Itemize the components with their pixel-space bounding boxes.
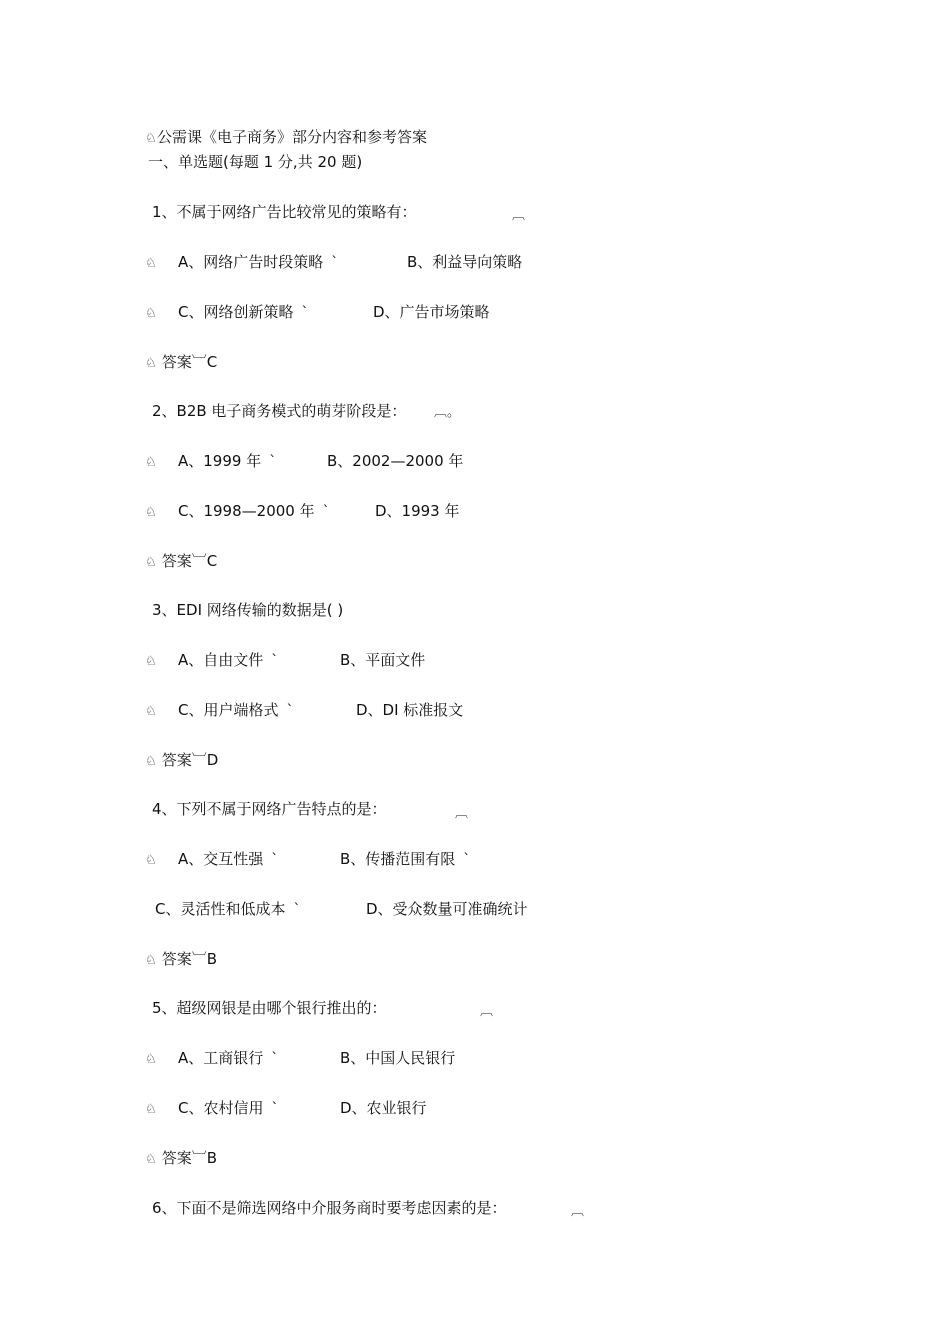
bullet-icon: ♘: [145, 131, 157, 146]
option-d: D、受众数量可准确统计: [366, 900, 528, 918]
option-row: [145, 1048, 157, 1068]
option-c: C、网络创新策略 `: [178, 303, 309, 321]
option-b: B、传播范围有限 `: [340, 850, 471, 868]
answer-text: 答案︺B: [161, 1149, 218, 1167]
tick-mark: `: [269, 454, 277, 470]
question-stem-text: 5、超级网银是由哪个银行推出的：: [152, 999, 387, 1017]
answer-blank-mark: ︹。: [434, 405, 461, 420]
answer-blank-mark: ︹: [455, 806, 469, 821]
tick-mark: `: [463, 852, 471, 868]
option-a: A、网络广告时段策略 `: [178, 253, 339, 271]
tick-mark: `: [301, 305, 309, 321]
option-a: A、1999 年 `: [178, 452, 277, 470]
question-stem: [152, 202, 417, 222]
option-row: [145, 451, 157, 471]
question-stem-text: 3、EDI 网络传输的数据是( ): [152, 601, 344, 619]
answer-text: 答案︺D: [161, 751, 219, 769]
tick-mark: `: [331, 255, 339, 271]
tick-mark: `: [271, 1101, 279, 1117]
option-row: [145, 700, 157, 720]
bullet-icon: ♘: [145, 356, 157, 371]
answer-line: [145, 949, 217, 969]
option-row: [145, 501, 157, 521]
answer-blank-mark: ︹: [571, 1204, 585, 1219]
option-row: [145, 849, 157, 869]
bullet-icon: ♘: [145, 306, 157, 321]
bullet-icon: ♘: [145, 555, 157, 570]
answer-text: 答案︺B: [161, 950, 218, 968]
answer-blank-mark: ︹: [480, 1004, 494, 1019]
option-row: [145, 252, 157, 272]
question-stem-text: 4、下列不属于网络广告特点的是：: [152, 800, 387, 818]
section-heading: 一、单选题(每题 1 分,共 20 题): [148, 153, 363, 171]
answer-line: [145, 750, 218, 770]
tick-mark: `: [271, 852, 279, 868]
question-stem: [152, 1198, 507, 1218]
option-c: C、1998—2000 年 `: [178, 502, 330, 520]
question-stem: [152, 799, 387, 819]
option-c: C、农村信用 `: [178, 1099, 279, 1117]
bullet-icon: ♘: [145, 1152, 157, 1167]
document-title: [145, 127, 427, 147]
option-b: B、平面文件: [340, 651, 426, 669]
bullet-icon: ♘: [145, 654, 157, 669]
bullet-icon: ♘: [145, 505, 157, 520]
answer-blank-mark: ︹: [512, 208, 526, 223]
option-d: D、农业银行: [340, 1099, 427, 1117]
question-stem: [152, 600, 343, 620]
option-row: [145, 1098, 157, 1118]
option-a: A、交互性强 `: [178, 850, 279, 868]
bullet-icon: ♘: [145, 1052, 157, 1067]
answer-text: 答案︺C: [161, 552, 218, 570]
option-d: D、1993 年: [375, 502, 460, 520]
option-c: C、用户端格式 `: [178, 701, 294, 719]
option-b: B、2002—2000 年: [327, 452, 464, 470]
tick-mark: `: [271, 1051, 279, 1067]
answer-line: [145, 352, 217, 372]
tick-mark: `: [271, 653, 279, 669]
tick-mark: `: [286, 703, 294, 719]
bullet-icon: ♘: [145, 256, 157, 271]
question-stem-text: 2、B2B 电子商务模式的萌芽阶段是：: [152, 402, 407, 420]
option-row: [145, 650, 157, 670]
question-stem: [152, 401, 406, 421]
bullet-icon: ♘: [145, 455, 157, 470]
answer-line: [145, 1148, 217, 1168]
option-d: D、广告市场策略: [373, 303, 490, 321]
option-d: D、DI 标准报文: [356, 701, 464, 719]
bullet-icon: ♘: [145, 754, 157, 769]
option-a: A、自由文件 `: [178, 651, 279, 669]
question-stem-text: 6、下面不是筛选网络中介服务商时要考虑因素的是：: [152, 1199, 507, 1217]
answer-line: [145, 551, 217, 571]
tick-mark: `: [322, 504, 330, 520]
option-row: [145, 302, 157, 322]
bullet-icon: ♘: [145, 953, 157, 968]
question-stem: [152, 998, 387, 1018]
answer-text: 答案︺C: [161, 353, 218, 371]
tick-mark: `: [293, 902, 301, 918]
bullet-icon: ♘: [145, 853, 157, 868]
option-b: B、利益导向策略: [407, 253, 523, 271]
option-a: A、工商银行 `: [178, 1049, 279, 1067]
option-b: B、中国人民银行: [340, 1049, 456, 1067]
bullet-icon: ♘: [145, 704, 157, 719]
bullet-icon: ♘: [145, 1102, 157, 1117]
document-title-text: 公需课《电子商务》部分内容和参考答案: [157, 128, 428, 146]
option-c: C、灵活性和低成本 `: [155, 900, 301, 918]
question-stem-text: 1、不属于网络广告比较常见的策略有：: [152, 203, 417, 221]
